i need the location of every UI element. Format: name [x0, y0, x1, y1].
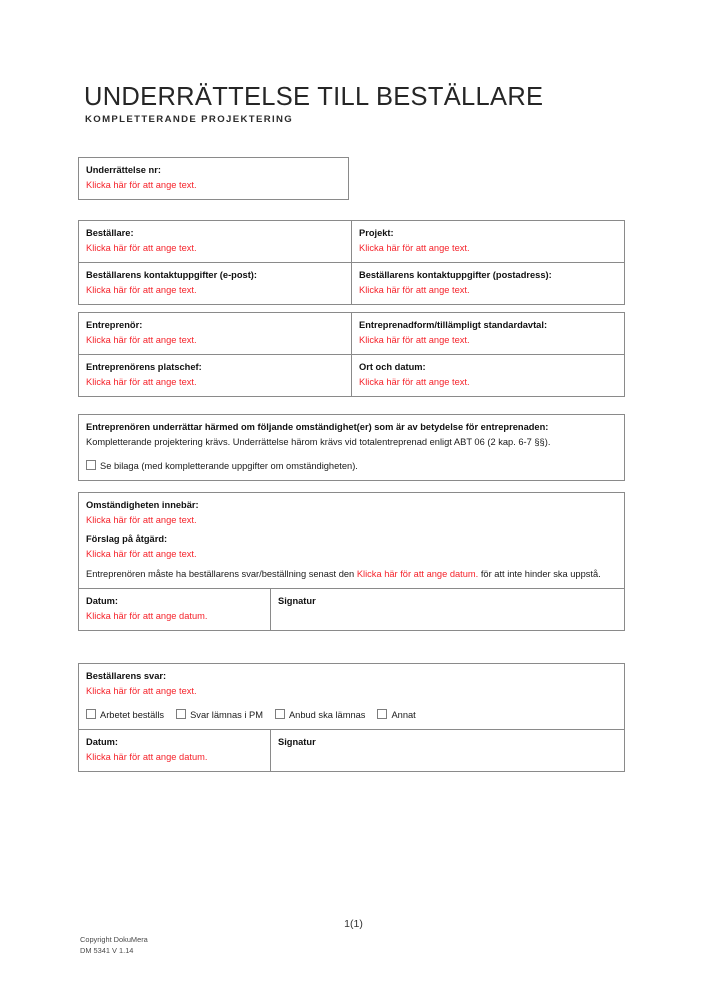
- answer-signature-cell[interactable]: [271, 730, 625, 772]
- notice-number-input[interactable]: Klicka här för att ange text.: [86, 180, 197, 191]
- project-cell[interactable]: [352, 221, 625, 263]
- table-row: [79, 263, 625, 305]
- answer-option-label: Anbud ska lämnas: [288, 710, 366, 721]
- client-answer-table: [78, 663, 625, 772]
- table-row: [79, 664, 625, 730]
- circumstance-means-input[interactable]: Klicka här för att ange text.: [86, 515, 197, 526]
- contractor-table: [78, 312, 625, 397]
- contractor-cell[interactable]: [79, 313, 352, 355]
- checkbox-icon[interactable]: [275, 709, 285, 719]
- notice-statement-table: [78, 414, 625, 481]
- answer-signature-label: Signatur: [278, 737, 316, 748]
- table-row: [79, 730, 625, 772]
- answer-date-cell[interactable]: [79, 730, 271, 772]
- client-label: Beställare:: [86, 228, 134, 238]
- table-row: [79, 415, 625, 481]
- site-manager-label: Entreprenörens platschef:: [86, 362, 202, 373]
- notice-statement-heading: Entreprenören underrättar härmed om följande omständighet(er) som är av betydelse för entreprenaden:: [86, 422, 549, 432]
- notice-number-cell[interactable]: [79, 158, 349, 200]
- answer-option-label: Annat: [391, 710, 416, 721]
- contractor-input[interactable]: Klicka här för att ange text.: [86, 335, 197, 346]
- footer-document-id: DM 5341 V 1.14: [80, 945, 134, 955]
- answer-option-label: Arbetet beställs: [100, 710, 165, 721]
- circumstance-signature-label: Signatur: [278, 596, 316, 607]
- client-email-cell[interactable]: [79, 263, 352, 305]
- page-title: UNDERRÄTTELSE TILL BESTÄLLARE: [84, 83, 544, 111]
- client-cell[interactable]: [79, 221, 352, 263]
- notice-statement-body: Kompletterande projektering krävs. Underrättelse härom krävs vid totalentreprenad enligt ABT 06 (2 kap. 6-7 §§).: [86, 437, 551, 448]
- contract-form-cell[interactable]: [352, 313, 625, 355]
- circumstance-deadline-paragraph: [86, 567, 617, 582]
- checkbox-icon[interactable]: [176, 709, 186, 719]
- notice-number-table: [78, 157, 349, 200]
- contract-form-input[interactable]: Klicka här för att ange text.: [359, 335, 470, 346]
- project-input[interactable]: Klicka här för att ange text.: [359, 243, 470, 254]
- page-subtitle: KOMPLETTERANDE PROJEKTERING: [85, 114, 294, 125]
- client-input[interactable]: Klicka här för att ange text.: [86, 243, 197, 254]
- answer-date-label: Datum:: [86, 737, 119, 748]
- circumstance-signature-cell[interactable]: [271, 589, 625, 631]
- answer-option-svar-lamnas-i-pm[interactable]: [176, 708, 263, 723]
- site-manager-cell[interactable]: [79, 355, 352, 397]
- deadline-suffix-text: för att inte hinder ska uppstå.: [478, 569, 601, 580]
- checkbox-icon[interactable]: [86, 709, 96, 719]
- table-row: [79, 355, 625, 397]
- client-answer-input[interactable]: Klicka här för att ange text.: [86, 686, 197, 697]
- place-date-label: Ort och datum:: [359, 362, 426, 373]
- attachment-checkbox-row[interactable]: [86, 459, 617, 474]
- site-manager-input[interactable]: Klicka här för att ange text.: [86, 377, 197, 388]
- client-answer-heading: Beställarens svar:: [86, 671, 167, 681]
- project-label: Projekt:: [359, 228, 394, 238]
- circumstance-means-label: Omständigheten innebär:: [86, 500, 199, 510]
- table-row: [79, 221, 625, 263]
- attachment-checkbox-label: Se bilaga (med kompletterande uppgifter om omständigheten).: [100, 461, 358, 472]
- answer-option-arbetet-bestalls[interactable]: [86, 708, 164, 723]
- circumstance-date-input[interactable]: Klicka här för att ange datum.: [86, 611, 208, 622]
- footer-note: [80, 935, 148, 956]
- circumstance-proposal-input[interactable]: Klicka här för att ange text.: [86, 549, 197, 560]
- table-row: [79, 493, 625, 589]
- circumstance-table: [78, 492, 625, 631]
- circumstance-date-label: Datum:: [86, 596, 119, 607]
- place-date-cell[interactable]: [352, 355, 625, 397]
- contract-form-label: Entreprenadform/tillämpligt standardavtal:: [359, 320, 548, 330]
- table-row: [79, 313, 625, 355]
- deadline-prefix-text: Entreprenören måste ha beställarens svar/beställning senast den: [86, 569, 357, 580]
- footer-copyright: Copyright DokuMera: [80, 935, 148, 944]
- page-number: 1(1): [344, 918, 363, 930]
- client-address-label: Beställarens kontaktuppgifter (postadress):: [359, 270, 552, 281]
- circumstance-date-cell[interactable]: [79, 589, 271, 631]
- answer-option-annat[interactable]: [377, 708, 415, 723]
- table-row: [79, 158, 349, 200]
- client-address-cell[interactable]: [352, 263, 625, 305]
- circumstance-details-cell: [79, 493, 625, 589]
- notice-statement-cell: [79, 415, 625, 481]
- place-date-input[interactable]: Klicka här för att ange text.: [359, 377, 470, 388]
- contractor-label: Entreprenör:: [86, 320, 143, 330]
- client-address-input[interactable]: Klicka här för att ange text.: [359, 285, 470, 296]
- table-row: [79, 589, 625, 631]
- answer-option-anbud-ska-lamnas[interactable]: [275, 708, 366, 723]
- answer-options-row: [86, 708, 617, 723]
- deadline-date-input[interactable]: Klicka här för att ange datum.: [356, 569, 479, 580]
- circumstance-proposal-label: Förslag på åtgärd:: [86, 534, 168, 545]
- checkbox-icon[interactable]: [86, 460, 96, 470]
- notice-number-label: Underrättelse nr:: [86, 165, 161, 175]
- checkbox-icon[interactable]: [377, 709, 387, 719]
- parties-table: [78, 220, 625, 305]
- answer-date-input[interactable]: Klicka här för att ange datum.: [86, 752, 208, 763]
- client-answer-cell: [79, 664, 625, 730]
- answer-option-label: Svar lämnas i PM: [190, 710, 263, 721]
- client-email-label: Beställarens kontaktuppgifter (e-post):: [86, 270, 257, 281]
- client-email-input[interactable]: Klicka här för att ange text.: [86, 285, 197, 296]
